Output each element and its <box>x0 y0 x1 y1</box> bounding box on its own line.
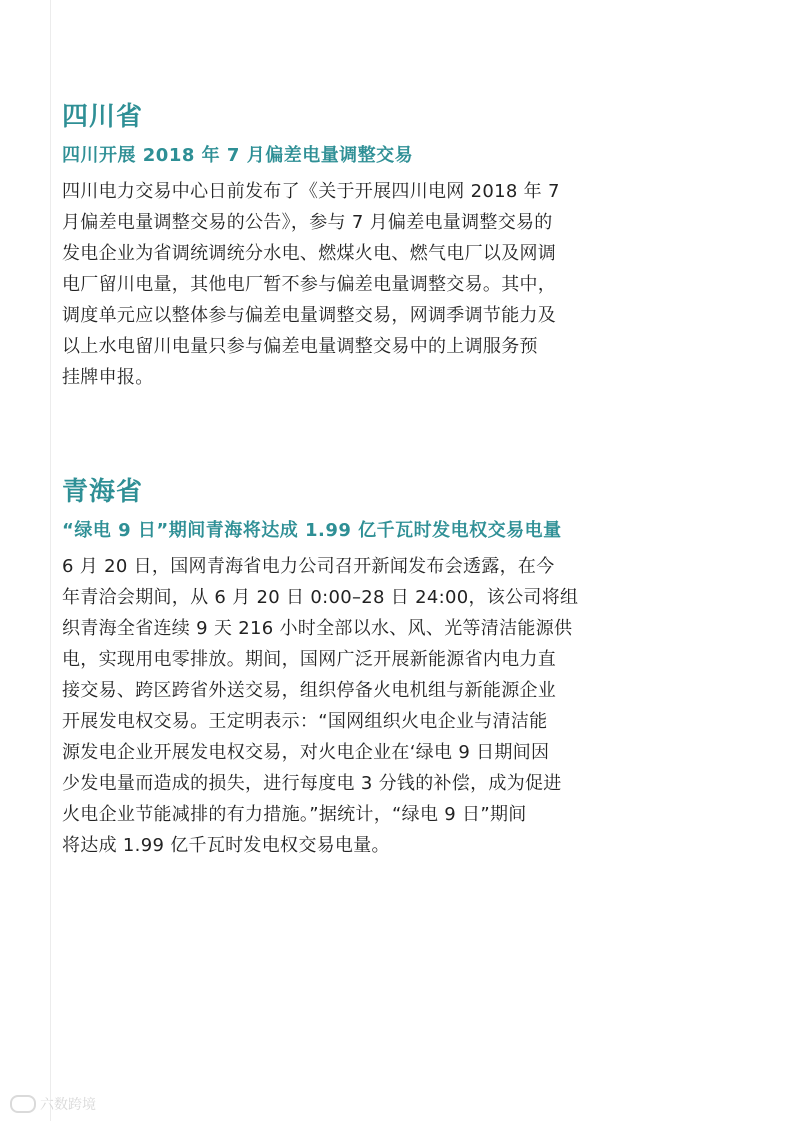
body-line: 火电企业节能减排的有力措施。”据统计，“绿电 9 日”期间 <box>62 804 527 825</box>
body-line: 将达成 1.99 亿千瓦时发电权交易电量。 <box>62 835 390 856</box>
body-line: 电，实现用电零排放。期间，国网广泛开展新能源省内电力直 <box>62 649 557 670</box>
watermark-logo-icon <box>10 1095 36 1113</box>
province-heading: 四川省 <box>62 102 144 132</box>
body-line: 源发电企业开展发电权交易，对火电企业在‘绿电 9 日期间因 <box>62 742 550 763</box>
page-left-rule <box>50 0 51 1121</box>
province-heading: 青海省 <box>62 477 144 507</box>
body-line: 接交易、跨区跨省外送交易，组织停备火电机组与新能源企业 <box>62 680 557 701</box>
watermark-text: 六数跨境 <box>40 1097 96 1113</box>
body-line: 电厂留川电量，其他电厂暂不参与偏差电量调整交易。其中， <box>62 274 557 295</box>
body-line: 发电企业为省调统调统分水电、燃煤火电、燃气电厂以及网调 <box>62 243 557 264</box>
body-line: 调度单元应以整体参与偏差电量调整交易，网调季调节能力及 <box>62 305 557 326</box>
section-sichuan <box>62 100 642 393</box>
body-line: 四川电力交易中心日前发布了《关于开展四川电网 2018 年 7 <box>62 181 560 202</box>
body-line: 少发电量而造成的损失，进行每度电 3 分钱的补偿，成为促进 <box>62 773 562 794</box>
body-line: 挂牌申报。 <box>62 367 154 388</box>
body-line: 年青洽会期间，从 6 月 20 日 0:00–28 日 24:00，该公司将组 <box>62 587 579 608</box>
article-subtitle: “绿电 9 日”期间青海将达成 1.99 亿千瓦时发电权交易电量 <box>62 520 562 541</box>
article-subtitle: 四川开展 2018 年 7 月偏差电量调整交易 <box>62 145 414 166</box>
body-line: 月偏差电量调整交易的公告》，参与 7 月偏差电量调整交易的 <box>62 212 553 233</box>
body-line: 开展发电权交易。王定明表示：“国网组织火电企业与清洁能 <box>62 711 548 732</box>
article-body <box>62 176 642 393</box>
body-line: 织青海全省连续 9 天 216 小时全部以水、风、光等清洁能源供 <box>62 618 573 639</box>
section-qinghai <box>62 475 642 861</box>
body-line: 6 月 20 日，国网青海省电力公司召开新闻发布会透露，在今 <box>62 556 555 577</box>
body-line: 以上水电留川电量只参与偏差电量调整交易中的上调服务预 <box>62 336 538 357</box>
article-body <box>62 551 642 861</box>
watermark <box>10 1094 96 1114</box>
